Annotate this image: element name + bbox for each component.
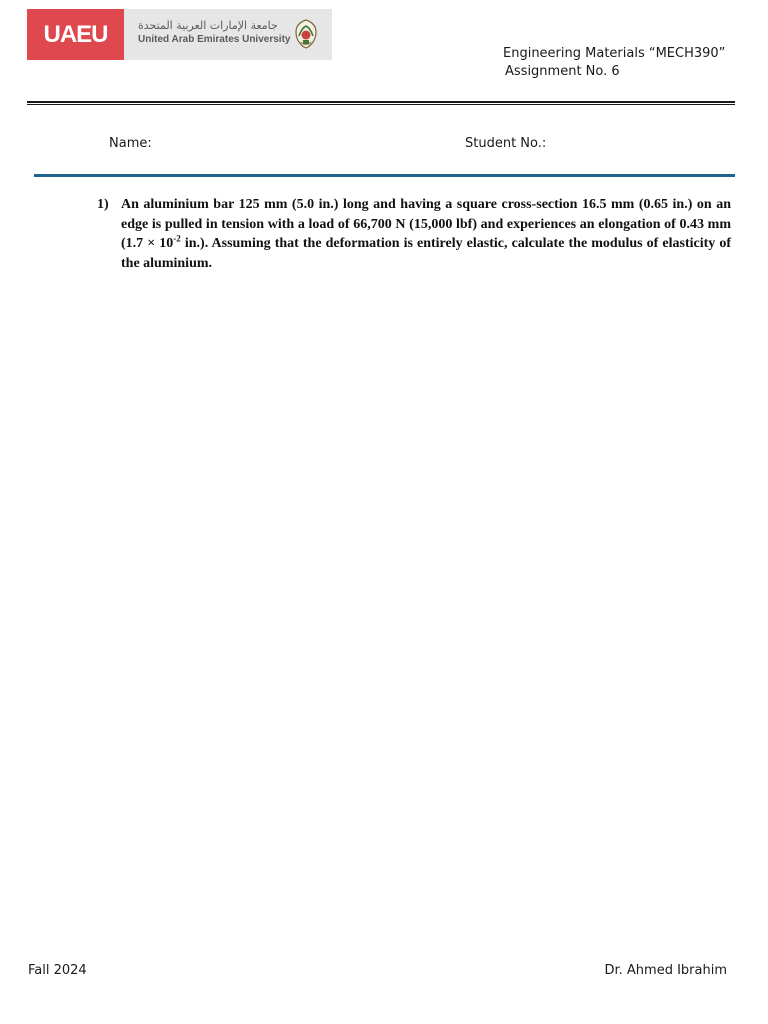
course-title: Engineering Materials “MECH390” [503,46,726,61]
university-emblem-icon [292,18,320,50]
logo-mark: UAEU [27,9,124,60]
student-no-label: Student No.: [465,136,547,151]
question-exponent: -2 [173,233,181,244]
header-divider [27,101,735,103]
question-text-part-1: An aluminium bar 125 mm (5.0 in.) long and having a square cross-section 16.5 mm (0.65 in.) on an edge is pulled in tension with a load of 66,700 N (15,000 lbf) and experiences an elongation of 0.43 mm (1.7 × 10 [121,197,731,252]
question-number: 1) [97,197,109,212]
name-label: Name: [109,136,152,151]
fields-divider [34,174,735,177]
logo-english-name: United Arab Emirates University [138,34,291,45]
question-text-part-2: in.). Assuming that the deformation is entirely elastic, calculate the modulus of elasticity of the aluminium. [121,236,732,271]
footer-instructor: Dr. Ahmed Ibrahim [604,963,727,978]
footer-term: Fall 2024 [28,963,87,978]
header-divider-thin [27,104,735,105]
university-logo [27,9,332,60]
course-header [503,45,753,81]
question-text [121,195,731,273]
assignment-number: Assignment No. 6 [505,64,620,79]
logo-arabic-name: جامعة الإمارات العربية المتحدة [138,19,278,32]
question-1 [97,195,731,273]
